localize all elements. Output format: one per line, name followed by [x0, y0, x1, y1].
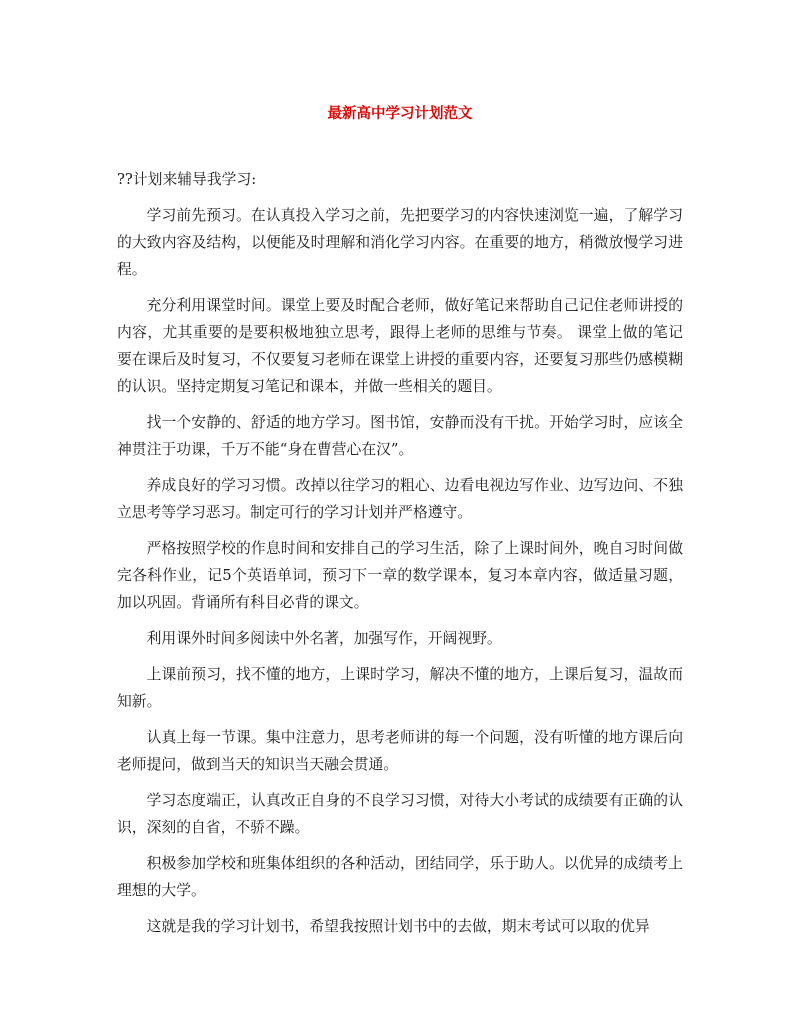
paragraph-conclusion: 这就是我的学习计划书，希望我按照计划书中的去做，期末考试可以取的优异 [146, 918, 650, 935]
paragraph-class-time: 充分利用课堂时间。课堂上要及时配合老师，做好笔记来帮助自己记住老师讲授的内容，尤其重要的是要积极地独立思考，跟得上老师的思维与节奏。 课堂上做的笔记要在课后及时复习，不仅要复习老师在课堂上讲授的重要内容，还要复习那些仍感模糊的认识。坚持定期复习笔记和课本，并做一些相关的题目。 [117, 297, 683, 395]
paragraph-attitude: 学习态度端正，认真改正自身的不良学习习惯，对待大小考试的成绩要有正确的认识，深刻的自省，不骄不躁。 [117, 792, 683, 836]
paragraph-schedule: 严格按照学校的作息时间和安排自己的学习生活，除了上课时间外，晚自习时间做完各科作业，记5个英语单词，预习下一章的数学课本，复习本章内容，做适量习题，加以巩固。背诵所有科目必背的课文。 [117, 540, 683, 611]
paragraph-good-habits: 养成良好的学习习惯。改掉以往学习的粗心、边看电视边写作业、边写边问、不独立思考等学习恶习。制定可行的学习计划并严格遵守。 [117, 477, 683, 521]
document-title: 最新高中学习计划范文 [327, 105, 473, 122]
document-body [117, 166, 683, 949]
paragraph-activities: 积极参加学校和班集体组织的各种活动，团结同学，乐于助人。以优异的成绩考上理想的大学。 [117, 855, 683, 899]
paragraph-attend-class: 认真上每一节课。集中注意力，思考老师讲的每一个问题，没有听懂的地方课后向老师提问，做到当天的知识当天融会贯通。 [117, 729, 683, 773]
paragraph-reading: 利用课外时间多阅读中外名著，加强写作，开阔视野。 [146, 630, 502, 647]
paragraph-quiet-place: 找一个安静的、舒适的地方学习。图书馆，安静而没有干扰。开始学习时，应该全神贯注于功课，千万不能“身在曹营心在汉”。 [117, 414, 683, 458]
paragraph-intro: ??计划来辅导我学习: [117, 171, 257, 188]
paragraph-review: 上课前预习，找不懂的地方，上课时学习，解决不懂的地方，上课后复习，温故而知新。 [117, 666, 683, 710]
paragraph-preview: 学习前先预习。在认真投入学习之前，先把要学习的内容快速浏览一遍，了解学习的大致内容及结构，以便能及时理解和消化学习内容。在重要的地方，稍微放慢学习进程。 [117, 207, 683, 278]
